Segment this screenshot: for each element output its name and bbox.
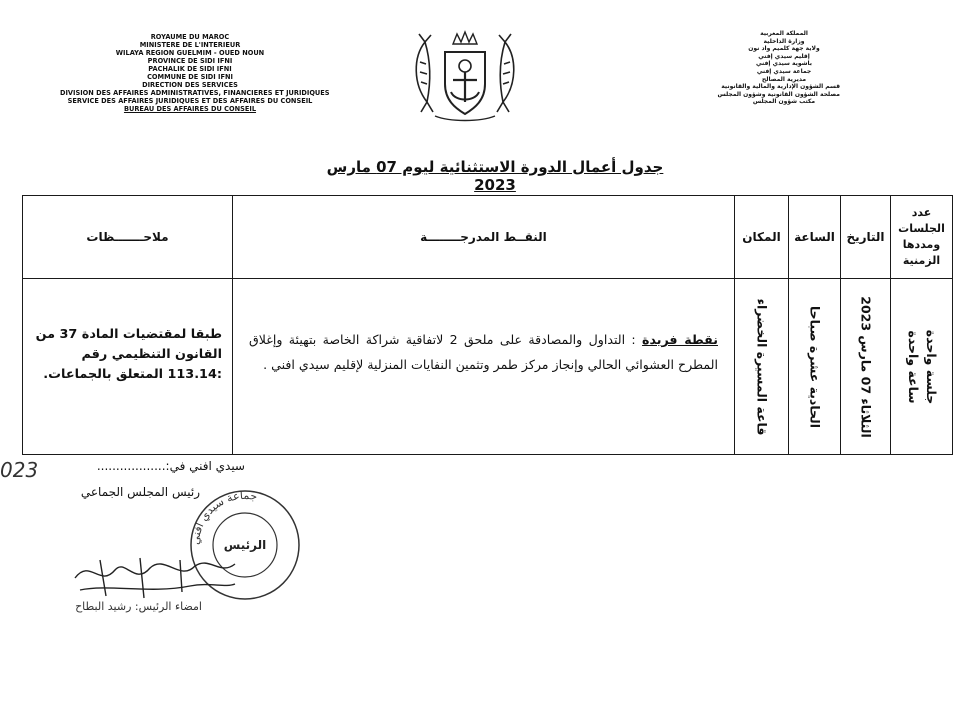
cell-time xyxy=(789,279,841,455)
header-date: التاريخ xyxy=(841,196,891,279)
fr-line: SERVICE DES AFFAIRES JURIDIQUES ET DES AFFAIRES DU CONSEIL xyxy=(67,97,313,105)
arabic-letterhead xyxy=(717,30,840,106)
sessions-duration: ساعة واحدة xyxy=(905,329,921,404)
cell-date xyxy=(841,279,891,455)
fr-line: DIVISION DES AFFAIRES ADMINISTRATIVES, FINANCIERES ET JURIDIQUES xyxy=(60,89,330,97)
place-value: قاعة المسيرة الخضراء xyxy=(754,298,769,435)
cell-notes: طبقا لمقتضيات المادة 37 من القانون التنظيمي رقم :113.14 المتعلق بالجماعات. xyxy=(23,279,233,455)
svg-text:جماعة سيدي افني xyxy=(189,489,259,545)
ar-line: ولاية جهة كلميم واد نون xyxy=(748,45,820,53)
fr-line: WILAYA REGION GUELMIM - OUED NOUN xyxy=(115,49,265,57)
header-place: المكان xyxy=(735,196,789,279)
fr-line: PACHALIK DE SIDI IFNI xyxy=(148,65,232,73)
signature-caption: امضاء الرئيس: رشيد البطاح xyxy=(75,600,202,613)
header-time: الساعة xyxy=(789,196,841,279)
ar-line: مديرية المصالح xyxy=(761,75,807,83)
cell-sessions xyxy=(891,279,953,455)
ar-line: وزارة الداخلية xyxy=(763,37,805,45)
cell-place xyxy=(735,279,789,455)
fr-line: ROYAUME DU MAROC xyxy=(150,33,230,41)
item-label: نقطة فريدة xyxy=(642,332,718,347)
header-sessions: عدد الجلسات ومددها الزمنية xyxy=(891,196,953,279)
fr-line: DIRECTION DES SERVICES xyxy=(142,81,238,89)
fr-line: BUREAU DES AFFAIRES DU CONSEIL xyxy=(123,105,257,113)
document-title: جدول أعمال الدورة الاستثنائية ليوم 07 مارس 2023 xyxy=(326,158,664,194)
ar-line: مصلحة الشؤون القانونية وشؤون المجلس xyxy=(717,90,840,98)
signature-icon xyxy=(70,548,240,608)
president-title: رئيس المجلس الجماعي xyxy=(80,485,200,499)
date-value: الثلاثاء 07 مارس 2023 xyxy=(858,295,873,438)
ar-line: إقليم سيدي إفني xyxy=(758,52,810,60)
stamp-ring-text: جماعة سيدي افني xyxy=(188,488,259,546)
cell-items xyxy=(233,279,735,455)
header-notes: ملاحـــــــظات xyxy=(23,196,233,279)
ar-line: جماعة سيدي إفني xyxy=(756,67,812,75)
item-text: : التداول والمصادقة على ملحق 2 لاتفاقية شراكة الخاصة بتهيئة وإغلاق المطرح العشوائي الحالي وإنجاز مركز طمر وتثمين النفايات المنزلية لإقليم سيدي افني . xyxy=(249,332,718,372)
handwritten-year: 023 xyxy=(0,458,39,482)
fr-line: PROVINCE DE SIDI IFNI xyxy=(147,57,233,65)
sessions-count: جلسة واحدة xyxy=(923,329,939,404)
emblem-icon xyxy=(405,22,525,128)
ar-line: مكتب شؤون المجلس xyxy=(752,98,816,106)
agenda-table xyxy=(22,195,953,455)
fr-line: COMMUNE DE SIDI IFNI xyxy=(147,73,233,81)
ar-line: المملكة المغربية xyxy=(760,30,808,37)
time-value: الحادية عشرة صباحا xyxy=(807,305,822,428)
ar-line: باشوية سيدي إفني xyxy=(755,60,813,68)
french-letterhead xyxy=(60,33,330,113)
stamp-center-text: الرئيس xyxy=(223,538,267,552)
header-items: النقــط المدرجــــــــة xyxy=(233,196,735,279)
table-header-row xyxy=(23,196,953,279)
place-date-line: سيدي افني في:.................. xyxy=(96,459,245,473)
table-row xyxy=(23,279,953,455)
fr-line: MINISTERE DE L'INTERIEUR xyxy=(139,41,241,49)
ar-line: قسم الشؤون الإدارية والمالية والقانونية xyxy=(721,83,840,91)
